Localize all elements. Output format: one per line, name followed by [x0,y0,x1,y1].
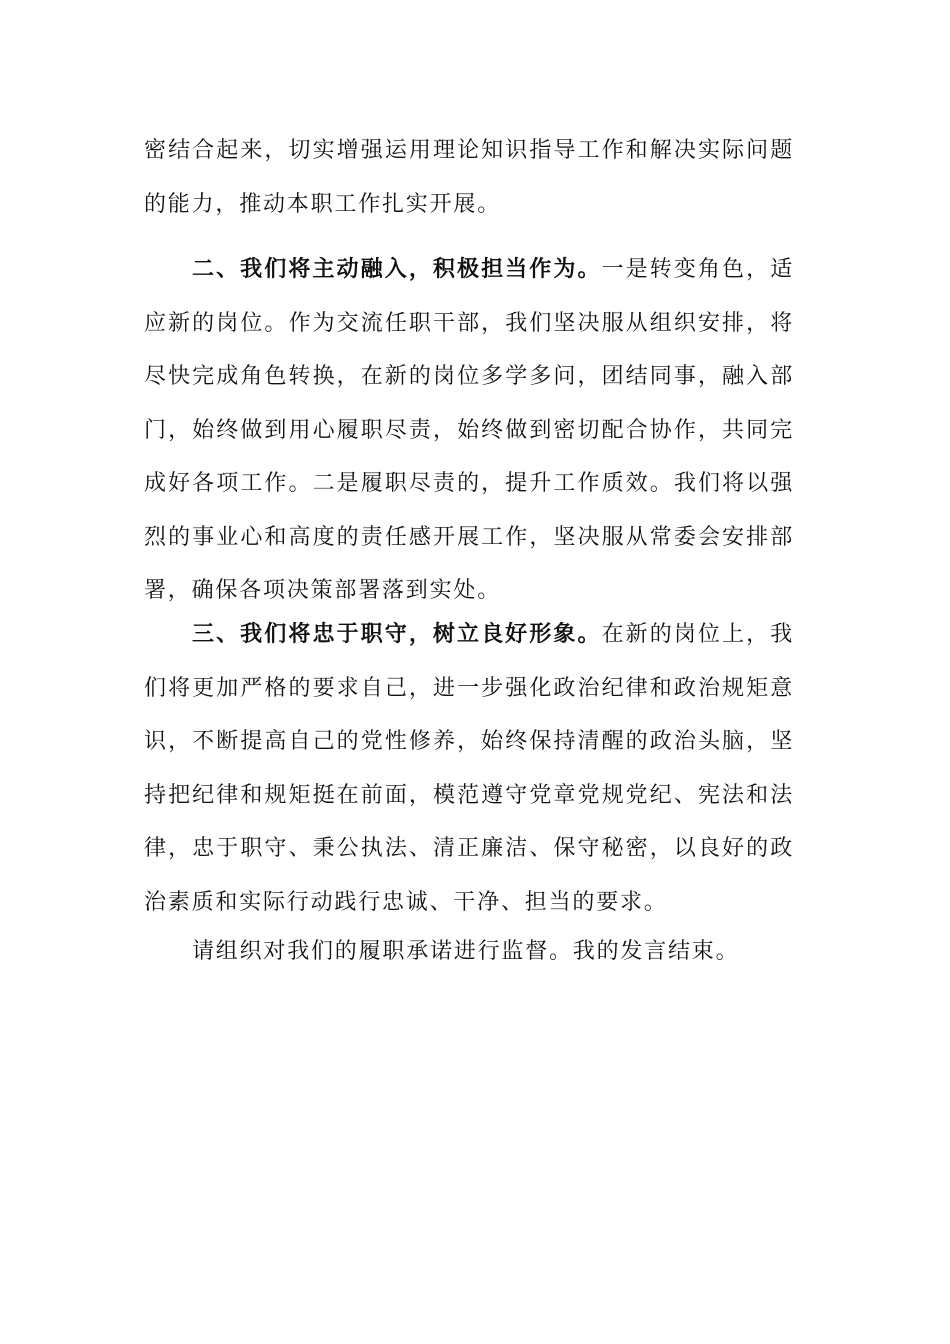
paragraph-closing [144,925,794,979]
paragraph-body: 密结合起来，切实增强运用理论知识指导工作和解决实际问题的能力，推动本职工作扎实开展。 [144,138,794,217]
paragraph-body: 请组织对我们的履职承诺进行监督。我的发言结束。 [192,939,740,964]
paragraph-body: 在新的岗位上，我们将更加严格的要求自己，进一步强化政治纪律和政治规矩意识，不断提高自己的党性修养，始终保持清醒的政治头脑，坚持把纪律和规矩挺在前面，模范遵守党章党规党纪、宪法和法律，忠于职守、秉公执法、清正廉洁、保守秘密，以良好的政治素质和实际行动践行忠诚、干净、担当的要求。 [144,622,795,915]
paragraph-continuation [144,124,794,231]
paragraph-section-three [144,608,794,929]
section-heading-three: 三、我们将忠于职守，树立良好形象。 [192,621,602,647]
paragraph-body: 一是转变角色，适应新的岗位。作为交流任职干部，我们坚决服从组织安排，将尽快完成角色转换，在新的岗位多学多问，团结同事，融入部门，始终做到用心履职尽责，始终做到密切配合协作，共同完成好各项工作。二是履职尽责的，提升工作质效。我们将以强烈的事业心和高度的责任感开展工作，坚决服从常委会安排部署，确保各项决策部署落到实处。 [144,257,795,603]
section-heading-two: 二、我们将主动融入，积极担当作为。 [192,256,602,282]
paragraph-section-two [144,243,794,618]
